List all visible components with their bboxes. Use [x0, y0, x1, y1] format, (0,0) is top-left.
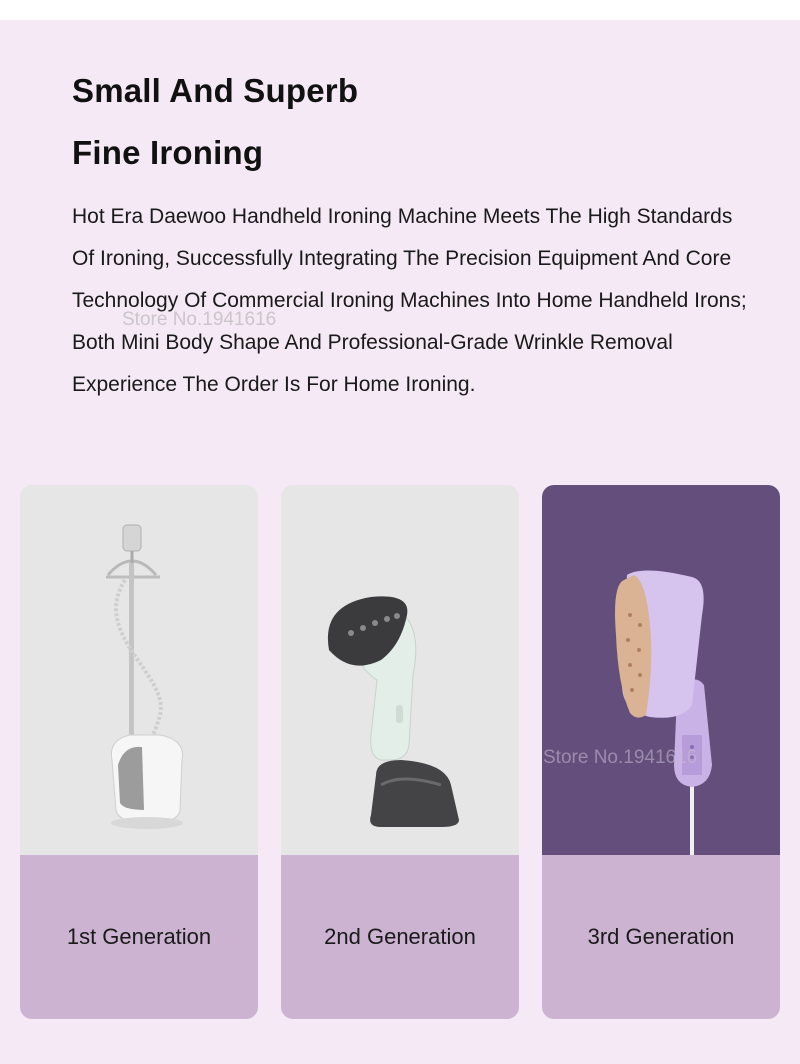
store-watermark: Store No.1941616 [122, 309, 277, 330]
generation-label-area [20, 855, 258, 1019]
generation-label: 1st Generation [66, 924, 212, 949]
generation-label: 3rd Generation [587, 924, 735, 949]
standing-garment-steamer-image [20, 485, 258, 855]
top-strip [0, 0, 800, 20]
product-description: Hot Era Daewoo Handheld Ironing Machine Meets The High Standards Of Ironing, Successfully Integrating The Precision Equipment And Core Technology Of Commercial Ironing Machines Into Home Handheld Irons; Both Mini Body Shape And Professional-Grade Wrinkle Removal Experience The Order Is For Home Ironing. [72, 205, 747, 396]
generation-label-area [542, 855, 780, 1019]
generation-card-1 [20, 485, 258, 1019]
generation-label-area [281, 855, 519, 1019]
store-watermark: Store No.1941616 [543, 747, 698, 768]
mini-handheld-iron-image [542, 485, 780, 855]
generation-card-2 [281, 485, 519, 1019]
generation-label: 2nd Generation [324, 924, 476, 949]
handheld-steamer-image [281, 485, 519, 855]
heading-line-1: Small And Superb [72, 72, 359, 109]
heading-line-2: Fine Ironing [72, 134, 264, 171]
